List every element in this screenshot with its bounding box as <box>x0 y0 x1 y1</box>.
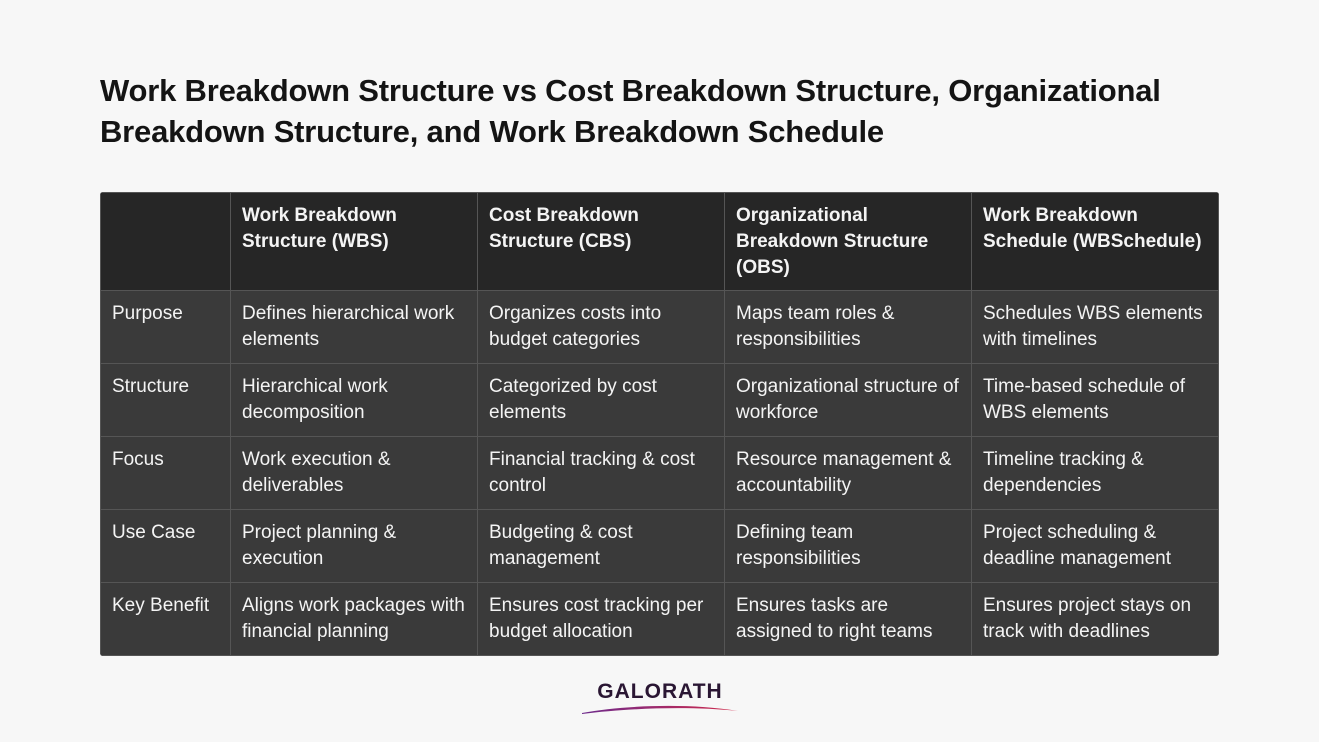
table-row <box>101 291 1219 364</box>
header-wbschedule: Work Breakdown Schedule (WBSchedule) <box>972 193 1219 291</box>
table-cell: Aligns work packages with financial planning <box>231 583 478 656</box>
page-title: Work Breakdown Structure vs Cost Breakdown Structure, Organizational Breakdown Structure, and Work Breakdown Schedule <box>100 73 1161 149</box>
row-label: Key Benefit <box>101 583 231 656</box>
table-cell: Financial tracking & cost control <box>478 437 725 510</box>
table-row <box>101 510 1219 583</box>
header-wbs: Work Breakdown Structure (WBS) <box>231 193 478 291</box>
header-corner-cell <box>101 193 231 291</box>
row-label: Focus <box>101 437 231 510</box>
logo-swoosh-icon <box>580 702 740 716</box>
table-cell: Categorized by cost elements <box>478 364 725 437</box>
table-header-row <box>101 193 1219 291</box>
row-label: Purpose <box>101 291 231 364</box>
table-row <box>101 364 1219 437</box>
table-row <box>101 437 1219 510</box>
table-cell: Project scheduling & deadline management <box>972 510 1219 583</box>
table-cell: Ensures cost tracking per budget allocation <box>478 583 725 656</box>
comparison-table <box>100 192 1219 656</box>
table-cell: Organizes costs into budget categories <box>478 291 725 364</box>
table-row <box>101 583 1219 656</box>
table-cell: Budgeting & cost management <box>478 510 725 583</box>
table-cell: Time-based schedule of WBS elements <box>972 364 1219 437</box>
table-cell: Defining team responsibilities <box>725 510 972 583</box>
header-obs: Organizational Breakdown Structure (OBS) <box>725 193 972 291</box>
table-cell: Defines hierarchical work elements <box>231 291 478 364</box>
galorath-logo <box>580 680 740 716</box>
table-cell: Project planning & execution <box>231 510 478 583</box>
row-label: Structure <box>101 364 231 437</box>
table-cell: Organizational structure of workforce <box>725 364 972 437</box>
table-cell: Hierarchical work decomposition <box>231 364 478 437</box>
row-label: Use Case <box>101 510 231 583</box>
table-cell: Ensures tasks are assigned to right teams <box>725 583 972 656</box>
table-cell: Maps team roles & responsibilities <box>725 291 972 364</box>
logo-wordmark: GALORATH <box>597 680 723 703</box>
header-cbs: Cost Breakdown Structure (CBS) <box>478 193 725 291</box>
table-cell: Timeline tracking & dependencies <box>972 437 1219 510</box>
table-cell: Schedules WBS elements with timelines <box>972 291 1219 364</box>
table-cell: Resource management & accountability <box>725 437 972 510</box>
table-cell: Work execution & deliverables <box>231 437 478 510</box>
table-cell: Ensures project stays on track with deadlines <box>972 583 1219 656</box>
